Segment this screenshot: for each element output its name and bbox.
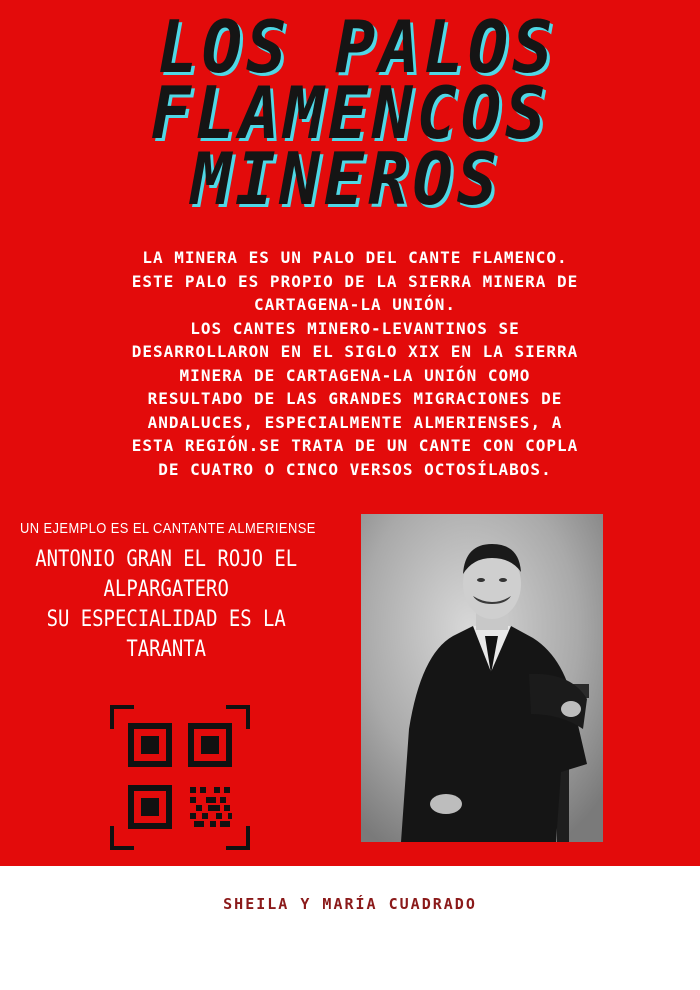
authors-credit: SHEILA Y MARÍA CUADRADO xyxy=(223,895,477,913)
intro-line: MINERA DE CARTAGENA-LA UNIÓN COMO xyxy=(179,365,531,385)
title-line-1: LOS PALOS xyxy=(157,4,557,90)
specialty-line-2: TARANTA xyxy=(126,637,207,662)
intro-line: DESARROLLARON EN EL SIGLO XIX EN LA SIERRA xyxy=(131,342,579,361)
poster-title xyxy=(0,4,700,222)
intro-line: LA MINERA ES UN PALO DEL CANTE FLAMENCO. xyxy=(142,248,568,267)
singer-example xyxy=(20,520,360,665)
example-intro: UN EJEMPLO ES EL CANTANTE ALMERIENSE xyxy=(20,520,316,537)
title-line-3: MINEROS xyxy=(190,136,502,222)
specialty-line-1: SU ESPECIALIDAD ES LA xyxy=(46,607,286,632)
intro-line: LOS CANTES MINERO-LEVANTINOS SE xyxy=(190,318,520,338)
intro-text xyxy=(60,246,650,481)
singer-name-line-2: ALPARGATERO xyxy=(103,577,229,602)
title-line-2: FLAMENCOS xyxy=(150,70,550,156)
intro-line: CARTAGENA-LA UNIÓN. xyxy=(253,295,457,314)
intro-line: RESULTADO DE LAS GRANDES MIGRACIONES DE xyxy=(147,389,563,408)
singer-photo xyxy=(361,514,603,842)
intro-line: ESTA REGIÓN.SE TRATA DE UN CANTE CON COPLA xyxy=(131,436,579,455)
intro-line: ESTE PALO ES PROPIO DE LA SIERRA MINERA DE xyxy=(131,271,579,291)
intro-line: ANDALUCES, ESPECIALMENTE ALMERIENSES, A xyxy=(147,412,563,432)
intro-line: DE CUATRO O CINCO VERSOS OCTOSÍLABOS. xyxy=(158,459,552,479)
singer-name-line-1: ANTONIO GRAN EL ROJO EL xyxy=(35,547,298,572)
singer-name-block xyxy=(20,545,312,665)
qr-code-icon[interactable] xyxy=(110,705,250,850)
